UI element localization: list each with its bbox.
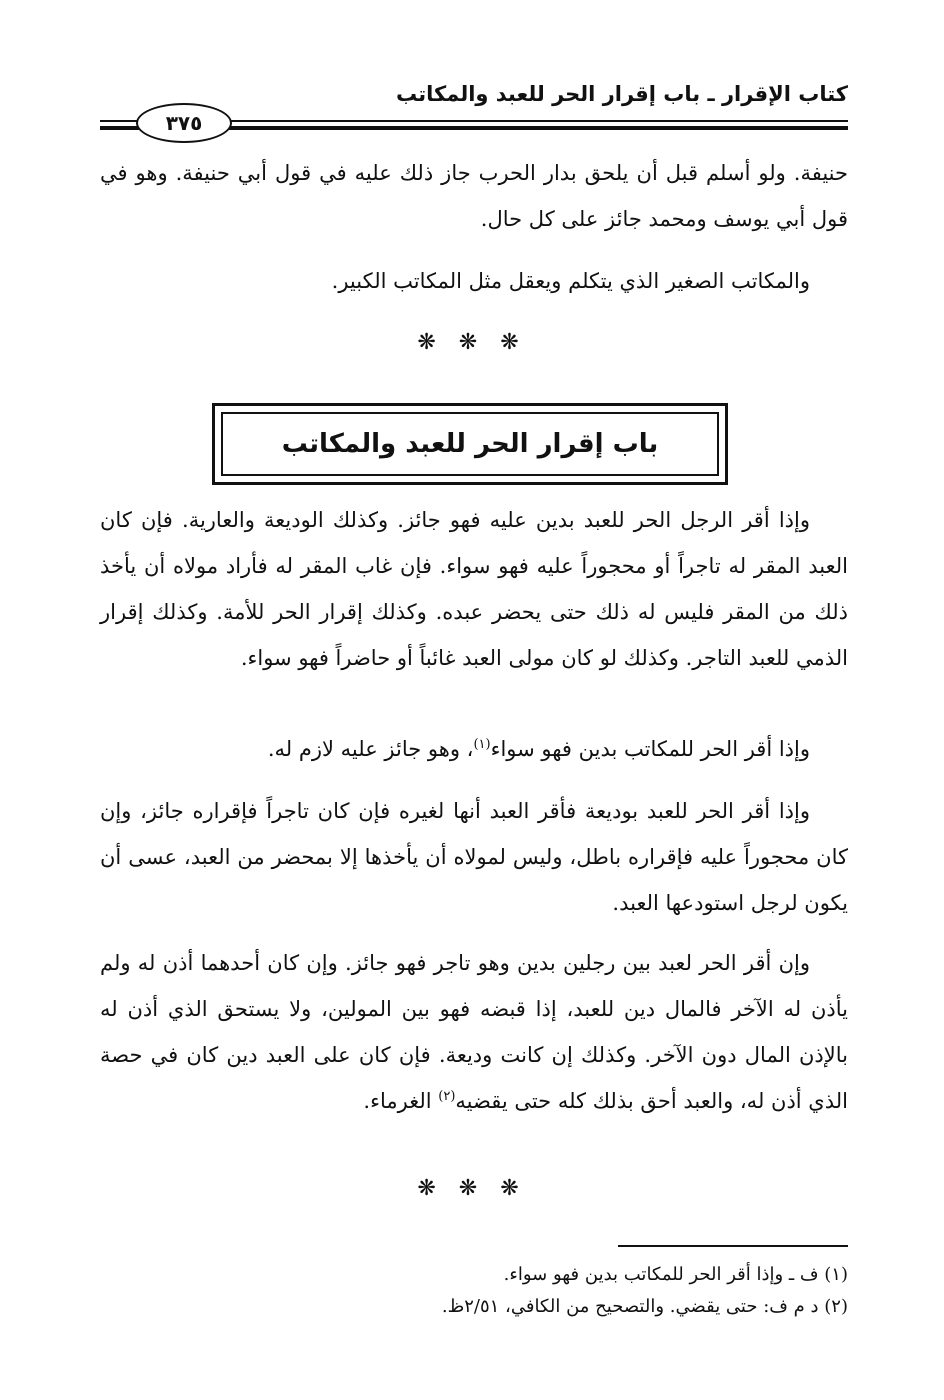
page-number: ٣٧٥ [136,103,232,143]
footnote-marker-2: (٢) [438,1089,456,1104]
paragraph-shared-slave [100,940,848,1124]
paragraph-mukatab-debt [100,726,848,772]
chapter-title: باب إقرار الحر للعبد والمكاتب [281,429,659,459]
footnote-marker-1: (١) [473,737,491,752]
paragraph-text: ، وهو جائز عليه لازم له. [267,737,474,761]
footnote-2: (٢) د م ف: حتى يقضي. والتصحيح من الكافي، ٢/٥١ظ. [441,1296,848,1317]
paragraph-small-mukatab: والمكاتب الصغير الذي يتكلم ويعقل مثل المكاتب الكبير. [331,269,810,293]
section-separator: ❋ ❋ ❋ [417,1176,527,1201]
paragraph-continuation: حنيفة. ولو أسلم قبل أن يلحق بدار الحرب جاز ذلك عليه في قول أبي حنيفة. وهو في قول أبي يوسف ومحمد جائز على كل حال. [100,161,848,231]
chapter-heading-frame [221,412,719,476]
running-title: كتاب الإقرار ـ باب إقرار الحر للعبد والمكاتب [396,82,848,106]
paragraph-text: الغرماء. [363,1089,439,1113]
paragraph-text: وإن أقر الحر لعبد بين رجلين بدين وهو تاجر فهو جائز. وإن كان أحدهما أذن له ولم يأذن له الآخر فالمال دين للعبد، إذا قبضه فهو بين المولين، ولا يستحق الذي أذن له بالإذن المال دون الآخر. وكذلك إن كانت وديعة. فإن كان على العبد دين كان في حصة الذي أذن له، والعبد أحق بذلك كله حتى يقضيه [100,951,848,1113]
footnote-1: (١) ف ـ وإذا أقر الحر للمكاتب بدين فهو سواء. [503,1264,848,1285]
chapter-heading-box [212,403,728,485]
paragraph-debt-acknowledgement: وإذا أقر الرجل الحر للعبد بدين عليه فهو جائز. وكذلك الوديعة والعارية. فإن كان العبد المقر له تاجراً أو محجوراً عليه فهو سواء. فإن غاب المقر له فأراد مولاه أن يأخذ ذلك من المقر فليس له ذلك حتى يحضر عبده. وكذلك إقرار الحر للأمة. وكذلك إقرار الذمي للعبد التاجر. وكذلك لو كان مولى العبد غائباً أو حاضراً فهو سواء. [100,508,848,670]
paragraph-deposit: وإذا أقر الحر للعبد بوديعة فأقر العبد أنها لغيره فإن كان تاجراً فإقراره جائز، وإن كان محجوراً عليه فإقراره باطل، وليس لمولاه أن يأخذها إلا بمحضر من العبد، عسى أن يكون لرجل استودعها العبد. [100,799,848,915]
footnote-rule [618,1245,848,1247]
section-separator: ❋ ❋ ❋ [417,330,527,355]
paragraph-text: وإذا أقر الحر للمكاتب بدين فهو سواء [490,737,810,761]
